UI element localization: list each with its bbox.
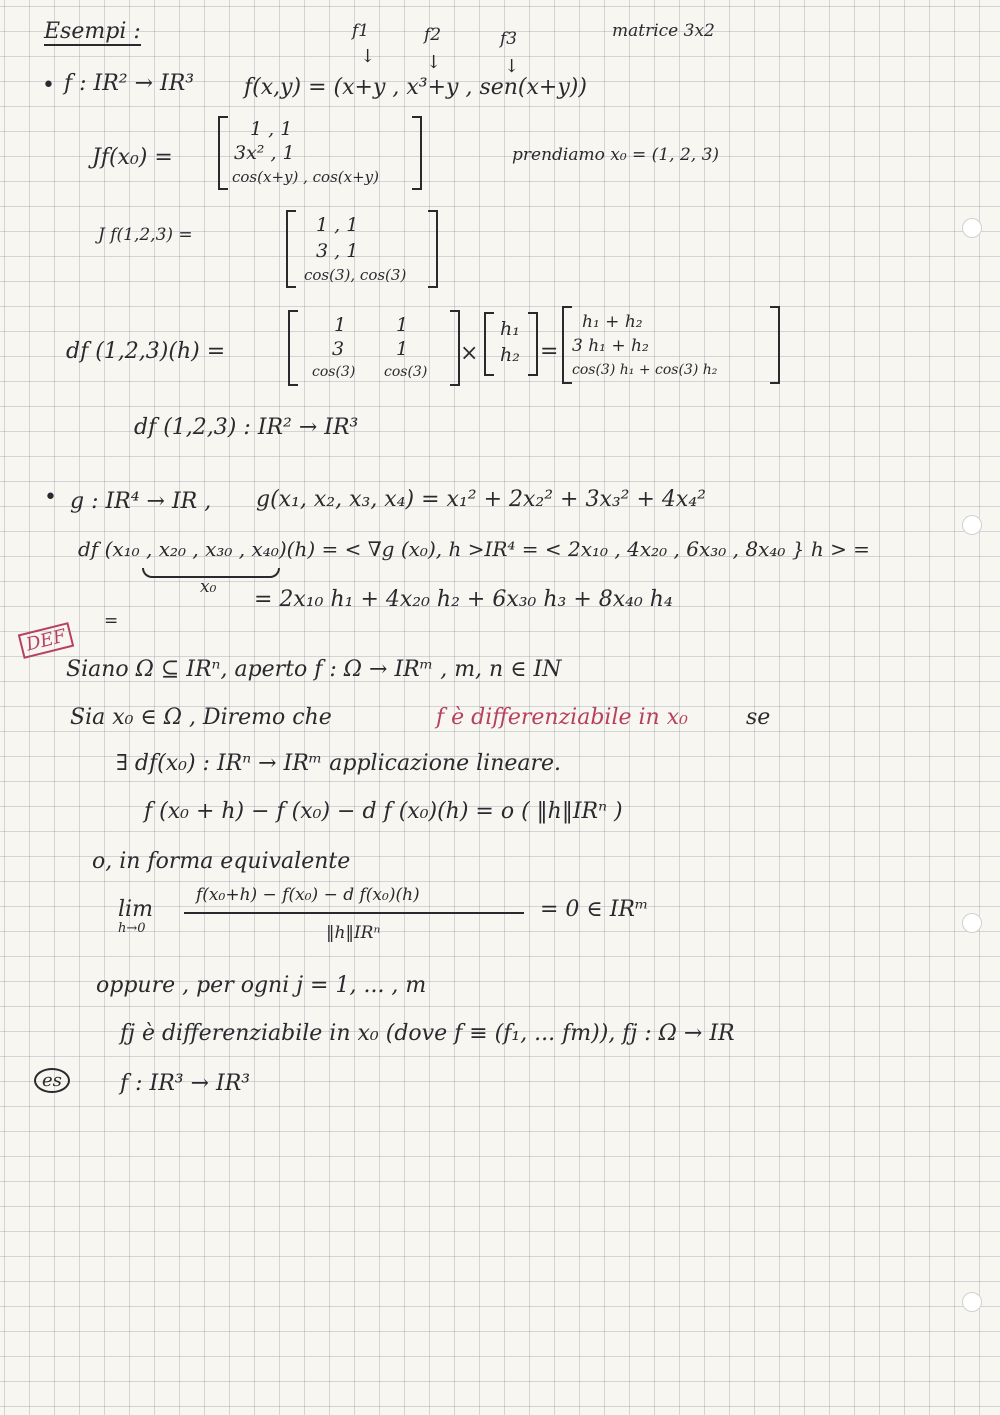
gradient-line: df (x₁₀ , x₂₀ , x₃₀ , x₄₀)(h) = < ∇g (x₀), h >IR⁴ = < 2x₁₀ , 4x₂₀ , 6x₃₀ , 8x₄₀ } h > =: [78, 537, 870, 561]
jacobian-at-row: 3 , 1: [316, 240, 359, 262]
down-arrow-icon: ↓: [360, 46, 376, 67]
jacobian-matrix: [218, 116, 422, 190]
limit-result: = 0 ∈ IRᵐ: [540, 897, 649, 922]
jacobian-row: cos(x+y) , cos(x+y): [232, 168, 379, 186]
def-line-6: oppure , per ogni j = 1, ... , m: [96, 973, 427, 998]
map-f: f : IR² → IR³: [64, 71, 195, 96]
function-definition: f(x,y) = (x+y , x³+y , sen(x+y)): [244, 75, 587, 100]
df-matrix-cell: 1: [334, 314, 347, 336]
f3-label: f3: [500, 29, 518, 49]
def-line-2a: Sia x₀ ∈ Ω , Diremo che: [70, 705, 332, 730]
point-note: prendiamo x₀ = (1, 2, 3): [512, 145, 720, 165]
df-matrix-cell: 1: [396, 314, 409, 336]
jacobian-at-row: cos(3), cos(3): [304, 266, 407, 284]
def-stamp: DEF: [18, 622, 75, 659]
limit-subscript: h→0: [118, 921, 146, 936]
result-row: 3 h₁ + h₂: [572, 336, 649, 356]
limit-symbol: lim: [118, 897, 153, 922]
def-highlight: f è differenziabile in x₀: [436, 705, 688, 730]
def-line-7: fj è differenziabile in x₀ (dove f ≡ (f₁, ... fm)), fj : Ω → IR: [120, 1021, 735, 1046]
jacobian-at-row: 1 , 1: [316, 214, 359, 236]
matrix-note: matrice 3x2: [612, 21, 715, 41]
def-line-2b: se: [746, 705, 771, 730]
jacobian-at-label: J f(1,2,3) =: [98, 225, 193, 245]
g-definition: g(x₁, x₂, x₃, x₄) = x₁² + 2x₂² + 3x₃² + 4x₄²: [256, 487, 706, 512]
h-vector-entry: h₁: [500, 318, 520, 340]
df-label: df (1,2,3)(h) =: [66, 339, 226, 364]
expansion-line: = 2x₁₀ h₁ + 4x₂₀ h₂ + 6x₃₀ h₃ + 8x₄₀ h₄: [254, 587, 673, 612]
def-line-3: ∃ df(x₀) : IRⁿ → IRᵐ applicazione lineare.: [116, 751, 562, 776]
binder-hole: [962, 913, 982, 933]
result-vector: [562, 306, 780, 384]
page-title: Esempi :: [44, 20, 141, 46]
limit-denominator: ‖h‖IRⁿ: [326, 923, 381, 943]
limit-numerator: f(x₀+h) − f(x₀) − d f(x₀)(h): [196, 885, 420, 905]
jacobian-label: Jf(x₀) =: [92, 145, 173, 170]
df-matrix-cell: cos(3): [384, 364, 428, 380]
def-line-1: Siano Ω ⊆ IRⁿ, aperto f : Ω → IRᵐ , m, n ∈ IN: [66, 657, 562, 682]
df-matrix-cell: 1: [396, 338, 409, 360]
map-g: g : IR⁴ → IR ,: [70, 489, 212, 514]
underbrace-label: x₀: [200, 577, 217, 597]
bullet: •: [44, 485, 57, 510]
df-matrix-cell: cos(3): [312, 364, 356, 380]
times-sign: ×: [460, 341, 479, 366]
df-matrix-cell: 3: [332, 338, 345, 360]
down-arrow-icon: ↓: [426, 52, 442, 73]
binder-hole: [962, 218, 982, 238]
result-row: h₁ + h₂: [582, 312, 643, 332]
es-badge: es: [34, 1068, 70, 1093]
fraction-line: [184, 912, 524, 914]
f1-label: f1: [352, 21, 370, 41]
jacobian-at-matrix: [286, 210, 438, 288]
down-arrow-icon: ↓: [504, 56, 520, 77]
jacobian-row: 1 , 1: [250, 118, 293, 140]
binder-hole: [962, 515, 982, 535]
equals-sign: =: [540, 339, 559, 364]
result-row: cos(3) h₁ + cos(3) h₂: [572, 362, 718, 378]
h-vector: [484, 312, 538, 376]
h-vector-entry: h₂: [500, 344, 520, 366]
binder-hole: [962, 1292, 982, 1312]
df-matrix: [288, 310, 460, 386]
def-line-4: f (x₀ + h) − f (x₀) − d f (x₀)(h) = o ( ‖h‖IRⁿ ): [144, 799, 623, 824]
stray-mark: =: [104, 611, 119, 631]
es-map: f : IR³ → IR³: [120, 1071, 251, 1096]
f2-label: f2: [424, 25, 442, 45]
df-map: df (1,2,3) : IR² → IR³: [134, 415, 359, 440]
bullet: •: [42, 73, 55, 98]
def-line-5: o, in forma equivalente: [92, 849, 351, 874]
jacobian-row: 3x² , 1: [234, 142, 295, 164]
